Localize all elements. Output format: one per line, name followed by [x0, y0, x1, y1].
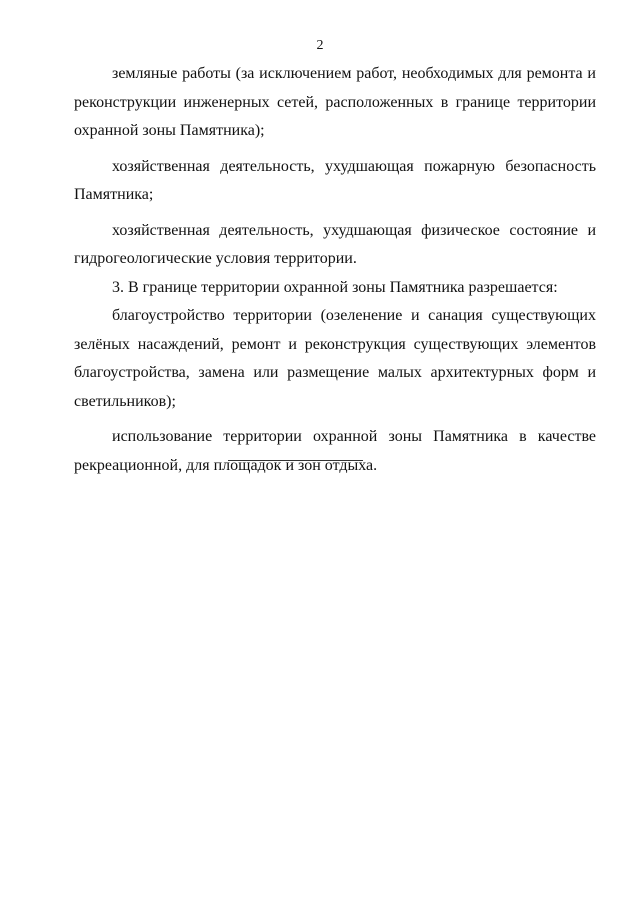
end-divider — [228, 460, 363, 461]
page-number: 2 — [316, 38, 324, 53]
paragraph-hydrogeology: хозяйственная деятельность, ухудшающая физическое состояние и гидрогеологические условия территории. — [74, 221, 596, 267]
paragraph-earthworks: земляные работы (за исключением работ, необходимых для ремонта и реконструкции инженерных сетей, расположенных в границе территории охранной зоны Памятника); — [74, 65, 596, 139]
document-body — [74, 60, 596, 480]
paragraph-permitted-heading: 3. В границе территории охранной зоны Памятника разрешается: — [112, 278, 558, 296]
paragraph-recreation: использование территории охранной зоны Памятника в качестве рекреационной, для площадок и зон отдыха. — [74, 428, 596, 474]
paragraph-landscaping: благоустройство территории (озеленение и санация существующих зелёных насаждений, ремонт и реконструкция существующих элементов благоустройства, замена или размещение малых архитектурных форм и светильников); — [74, 307, 596, 410]
paragraph-fire-safety: хозяйственная деятельность, ухудшающая пожарную безопасность Памятника; — [74, 157, 596, 203]
